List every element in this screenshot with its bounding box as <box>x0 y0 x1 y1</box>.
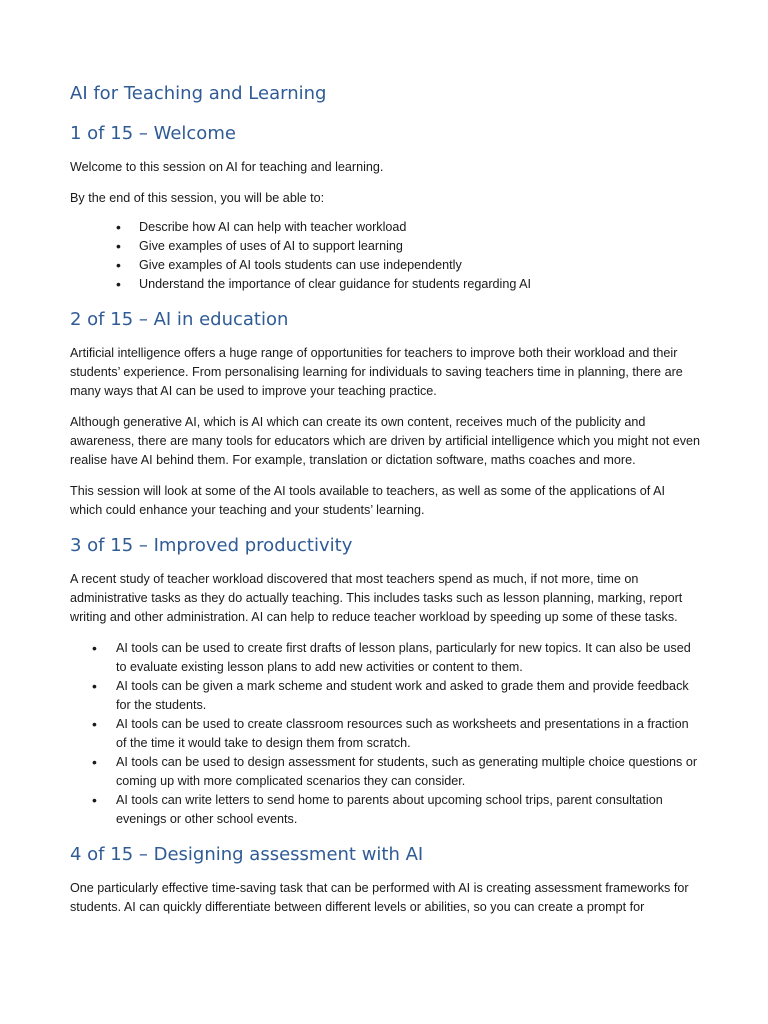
document-page <box>70 80 700 929</box>
list-item: • Understand the importance of clear guidance for students regarding AI <box>70 275 700 294</box>
list-item: • AI tools can be used to design assessment for students, such as generating multiple choice questions or coming up with more complicated scenarios they can consider. <box>70 753 700 791</box>
list-item: • AI tools can be used to create first drafts of lesson plans, particularly for new topics. It can also be used to evaluate existing lesson plans to add new activities or content to them. <box>70 639 700 677</box>
paragraph: Although generative AI, which is AI which can create its own content, receives much of the publicity and awareness, there are many tools for educators which are driven by artificial intelligence which you might not even realise have AI behind them. For example, translation or dictation software, maths coaches and more. <box>70 415 701 467</box>
list-item: • Give examples of AI tools students can use independently <box>70 256 700 275</box>
section-welcome <box>70 120 700 294</box>
list-item: • Describe how AI can help with teacher workload <box>70 218 700 237</box>
section-heading: 2 of 15 – AI in education <box>70 309 289 330</box>
paragraph: This session will look at some of the AI tools available to teachers, as well as some of the applications of AI which could enhance your teaching and your students’ learning. <box>70 484 666 517</box>
paragraph: Welcome to this session on AI for teaching and learning. <box>70 160 384 174</box>
objectives-list <box>70 218 700 294</box>
list-item: • AI tools can be given a mark scheme and student work and asked to grade them and provide feedback for the students. <box>70 677 700 715</box>
list-item: • AI tools can be used to create classroom resources such as worksheets and presentations in a fraction of the time it would take to design them from scratch. <box>70 715 700 753</box>
section-heading: 3 of 15 – Improved productivity <box>70 535 353 556</box>
list-item: • AI tools can write letters to send home to parents about upcoming school trips, parent consultation evenings or other school events. <box>70 791 700 829</box>
paragraph: One particularly effective time-saving task that can be performed with AI is creating assessment frameworks for students. AI can quickly differentiate between different levels or abilities, so you can create a prompt for <box>70 881 689 914</box>
productivity-list <box>70 639 700 829</box>
section-improved-productivity <box>70 532 700 829</box>
section-ai-in-education <box>70 306 700 520</box>
list-item: • Give examples of uses of AI to support learning <box>70 237 700 256</box>
paragraph: A recent study of teacher workload discovered that most teachers spend as much, if not more, time on administrative tasks as they do actually teaching. This includes tasks such as lesson planning, marking, report writing and other administration. AI can help to reduce teacher workload by speeding up some of these tasks. <box>70 572 683 624</box>
section-heading: 1 of 15 – Welcome <box>70 123 236 144</box>
section-heading: 4 of 15 – Designing assessment with AI <box>70 844 424 865</box>
section-designing-assessment <box>70 841 700 917</box>
document-title: AI for Teaching and Learning <box>70 83 327 104</box>
paragraph: Artificial intelligence offers a huge range of opportunities for teachers to improve both their workload and their students’ experience. From personalising learning for individuals to saving teachers time in planning, there are many ways that AI can be used to improve your teaching practice. <box>70 346 683 398</box>
paragraph: By the end of this session, you will be able to: <box>70 191 325 205</box>
